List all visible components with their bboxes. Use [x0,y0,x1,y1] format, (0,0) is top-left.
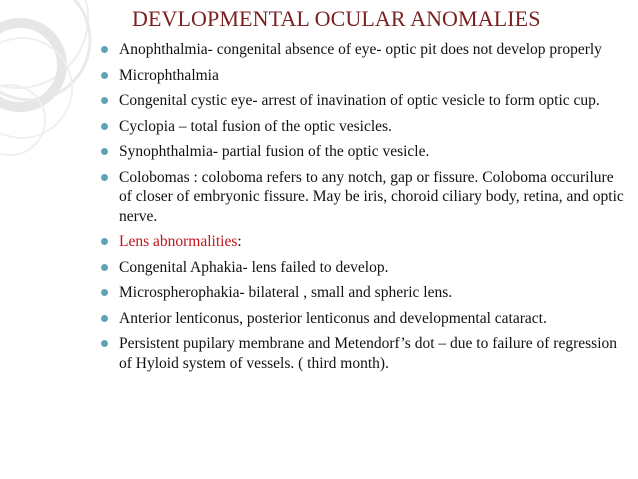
bullet-item [100,309,630,329]
heading-colon: : [237,233,242,250]
bullet-text: Congenital Aphakia- lens failed to develop. [119,258,389,276]
bullet-item [100,117,630,137]
bullet-text: Congenital cystic eye- arrest of inavination of optic vesicle to form optic cup. [119,92,600,109]
bullet-item [100,40,630,60]
bullet-dot-icon [101,340,108,347]
bullet-dot-icon [101,148,108,155]
bullet-dot-icon [101,264,108,271]
bullet-text: Colobomas : coloboma refers to any notch, gap or fissure. Coloboma occurilure of closer of embryonic fissure. May be iris, choroid ciliary body, retina, and optic nerve. [119,168,624,225]
bullet-text: Microspherophakia- bilateral , small and spheric lens. [119,284,453,301]
bullet-item-lens-abnormalities [100,232,630,252]
bullet-item [100,91,630,111]
bullet-item [100,66,630,86]
section-heading-lens-abnormalities: Lens abnormalities [119,233,238,250]
bullet-dot-icon [101,123,108,130]
bullet-item [100,258,630,278]
bullet-dot-icon [101,289,108,296]
bullet-text: Cyclopia – total fusion of the optic vesicles. [119,117,392,135]
bullet-dot-icon [101,97,108,104]
bullet-item [100,168,630,227]
bullet-text: Anophthalmia- congenital absence of eye- optic pit does not develop properly [119,41,602,58]
bullet-item [100,283,630,303]
bullet-dot-icon [101,72,108,79]
bullet-dot-icon [101,46,108,53]
bullet-item [100,334,630,373]
bullet-list [100,40,630,379]
bullet-text: Microphthalmia [119,66,219,84]
slide-title: DEVLOPMENTAL OCULAR ANOMALIES [132,6,541,31]
bullet-item [100,142,630,162]
bullet-text: Persistent pupilary membrane and Metendorf’s dot – due to failure of regression of Hyloid system of vessels. ( third month). [119,335,618,372]
decorative-circles [0,0,110,160]
bullet-dot-icon [101,315,108,322]
bullet-dot-icon [101,174,108,181]
bullet-text: Synophthalmia- partial fusion of the optic vesicle. [119,143,430,160]
bullet-text: Anterior lenticonus, posterior lenticonus and developmental cataract. [119,309,547,327]
bullet-dot-icon [101,238,108,245]
